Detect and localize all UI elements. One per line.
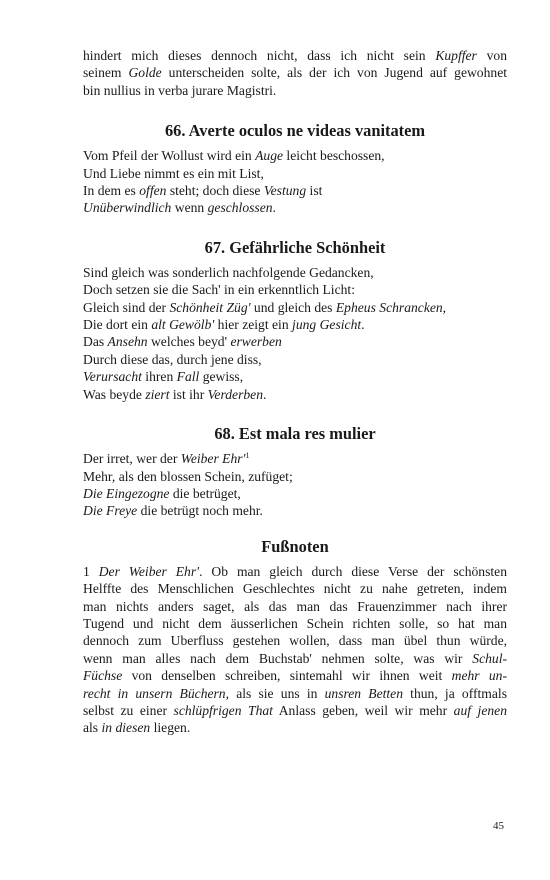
text-run: Vom Pfeil der Wollust wird ein bbox=[83, 148, 256, 164]
section-heading: 68. Est mala res mulier bbox=[214, 424, 376, 444]
italic-text: Epheus Schrancken, bbox=[335, 299, 447, 315]
page-number: 45 bbox=[493, 820, 504, 832]
italic-text: Auge bbox=[255, 148, 284, 164]
footnote-marker: 1 bbox=[245, 451, 250, 461]
text-run: Gleich sind der bbox=[83, 299, 170, 315]
text-run: seinem bbox=[83, 65, 129, 81]
italic-text: ziert bbox=[145, 386, 170, 402]
text-run: wenn bbox=[171, 200, 208, 216]
verse-block bbox=[83, 450, 507, 520]
text-line bbox=[83, 719, 507, 736]
text-run: 1 bbox=[83, 563, 99, 579]
text-run: welches beyd' bbox=[147, 334, 231, 350]
italic-text: alt Gewölb' bbox=[151, 317, 215, 333]
text-run: hindert mich dieses dennoch nicht, dass ich nicht sein bbox=[83, 48, 436, 63]
text-line bbox=[83, 47, 507, 64]
text-line bbox=[83, 82, 507, 99]
text-run: . bbox=[272, 200, 276, 216]
text-run: selbst zu einer bbox=[83, 702, 174, 718]
verse-line bbox=[83, 468, 507, 485]
italic-text: Der Weiber Ehr' bbox=[98, 563, 200, 579]
italic-text: Unüberwindlich bbox=[83, 200, 172, 216]
italic-text: Schul- bbox=[472, 650, 507, 666]
text-run: Anlass geben, weil wir mehr bbox=[272, 702, 454, 718]
text-line bbox=[83, 702, 507, 719]
text-run: dennoch zum Uberfluss gestehen wollen, dass man übel thun würde, bbox=[83, 633, 507, 649]
italic-text: Verderben bbox=[207, 386, 264, 402]
italic-text: Weiber Ehr' bbox=[180, 451, 246, 467]
verse-line bbox=[83, 316, 507, 333]
verse-line bbox=[83, 386, 507, 403]
verse-line bbox=[83, 333, 507, 350]
text-run: als bbox=[83, 720, 102, 736]
text-run: ihren bbox=[141, 369, 177, 385]
text-run: liegen. bbox=[150, 720, 191, 736]
italic-text: Ansehn bbox=[107, 334, 148, 350]
text-run: Durch diese das, durch jene diss, bbox=[83, 351, 262, 367]
section-heading: 67. Gefährliche Schönheit bbox=[204, 237, 386, 257]
footnote-paragraph bbox=[83, 563, 507, 737]
text-run: die betrügt noch mehr. bbox=[137, 503, 263, 519]
verse-line bbox=[83, 182, 507, 199]
italic-text: jung Gesicht bbox=[292, 317, 362, 333]
italic-text: unsren Betten bbox=[324, 685, 403, 701]
text-run: steht; doch diese bbox=[166, 183, 264, 199]
text-line bbox=[83, 650, 507, 667]
text-run: unterscheiden solte, als der ich von Jugend auf gewohnet bbox=[161, 65, 508, 81]
text-run: thun, ja offtmals bbox=[403, 685, 507, 701]
text-run: . Ob man gleich durch diese Verse der schönsten bbox=[199, 563, 507, 579]
page-body bbox=[83, 47, 507, 737]
text-run: die betrüget, bbox=[169, 485, 241, 501]
text-run: Helffte des Menschlichen Geschlechtes nicht zu nahe getreten, indem bbox=[83, 581, 507, 597]
italic-text: Golde bbox=[128, 65, 162, 81]
text-run: gewiss, bbox=[199, 369, 244, 385]
italic-text: geschlossen bbox=[207, 200, 273, 216]
verse-line bbox=[83, 165, 507, 182]
text-run: Was beyde bbox=[83, 386, 146, 402]
text-run: . bbox=[361, 317, 365, 333]
text-line bbox=[83, 64, 507, 81]
text-run: von denselben schreiben, sintemahl wir ihnen weit bbox=[122, 668, 452, 684]
text-line bbox=[83, 563, 507, 580]
text-run: Und Liebe nimmt es ein mit List, bbox=[83, 165, 264, 181]
italic-text: offen bbox=[139, 183, 167, 199]
intro-paragraph bbox=[83, 47, 507, 99]
verse-line bbox=[83, 368, 507, 385]
verse-line bbox=[83, 299, 507, 316]
italic-text: recht in unsern Büchern, bbox=[83, 685, 230, 701]
text-run: In dem es bbox=[83, 183, 140, 199]
verse-line bbox=[83, 502, 507, 519]
text-run: bin nullius in verba jurare Magistri. bbox=[83, 82, 277, 98]
verse-block bbox=[83, 147, 507, 217]
text-line bbox=[83, 667, 507, 684]
verse-line bbox=[83, 281, 507, 298]
italic-text: Die Freye bbox=[83, 503, 138, 519]
text-run: von bbox=[476, 48, 507, 63]
italic-text: Füchse bbox=[83, 668, 123, 684]
text-run: hier zeigt ein bbox=[214, 317, 293, 333]
text-run: man nichts anders saget, als das man das Frauenzimmer nach ihrer bbox=[83, 598, 507, 614]
text-run: Die dort ein bbox=[83, 317, 152, 333]
text-run: Tugend und nicht dem äusserlichen Schein richten solle, so hat man bbox=[83, 615, 507, 631]
italic-text: Schönheit Züg' bbox=[169, 299, 251, 315]
text-run: Mehr, als den blossen Schein, zufüget; bbox=[83, 468, 293, 484]
text-line bbox=[83, 580, 507, 597]
text-run: Doch setzen sie die Sach' in ein erkenntlich Licht: bbox=[83, 282, 355, 298]
italic-text: Kupffer bbox=[435, 48, 477, 63]
verse-block bbox=[83, 264, 507, 403]
italic-text: Vestung bbox=[263, 183, 307, 199]
text-run: leicht beschossen, bbox=[283, 148, 385, 164]
text-line bbox=[83, 615, 507, 632]
verse-line bbox=[83, 264, 507, 281]
italic-text: mehr un- bbox=[451, 668, 508, 684]
verse-line bbox=[83, 485, 507, 502]
text-run: wenn man alles nach dem Buchstab' nehmen solte, was wir bbox=[83, 650, 473, 666]
text-run: ist bbox=[306, 183, 323, 199]
section-heading: 66. Averte oculos ne videas vanitatem bbox=[164, 121, 426, 141]
text-run: . bbox=[263, 386, 267, 402]
text-run: als sie uns in bbox=[229, 685, 325, 701]
text-line bbox=[83, 598, 507, 615]
footnotes-heading: Fußnoten bbox=[261, 536, 329, 556]
verse-line bbox=[83, 199, 507, 216]
text-run: Sind gleich was sonderlich nachfolgende Gedancken, bbox=[83, 264, 374, 280]
text-run: und gleich des bbox=[250, 299, 336, 315]
italic-text: in diesen bbox=[101, 720, 151, 736]
text-line bbox=[83, 685, 507, 702]
italic-text: erwerben bbox=[230, 334, 282, 350]
verse-line bbox=[83, 450, 507, 467]
text-run: Das bbox=[83, 334, 108, 350]
italic-text: Die Eingezogne bbox=[83, 485, 170, 501]
verse-line bbox=[83, 351, 507, 368]
italic-text: Fall bbox=[176, 369, 200, 385]
text-run: ist ihr bbox=[169, 386, 208, 402]
verse-line bbox=[83, 147, 507, 164]
text-line bbox=[83, 632, 507, 649]
italic-text: schlüpfrigen That bbox=[173, 702, 273, 718]
text-run: Der irret, wer der bbox=[83, 451, 181, 467]
italic-text: auf jenen bbox=[453, 702, 507, 718]
italic-text: Verursacht bbox=[83, 369, 142, 385]
